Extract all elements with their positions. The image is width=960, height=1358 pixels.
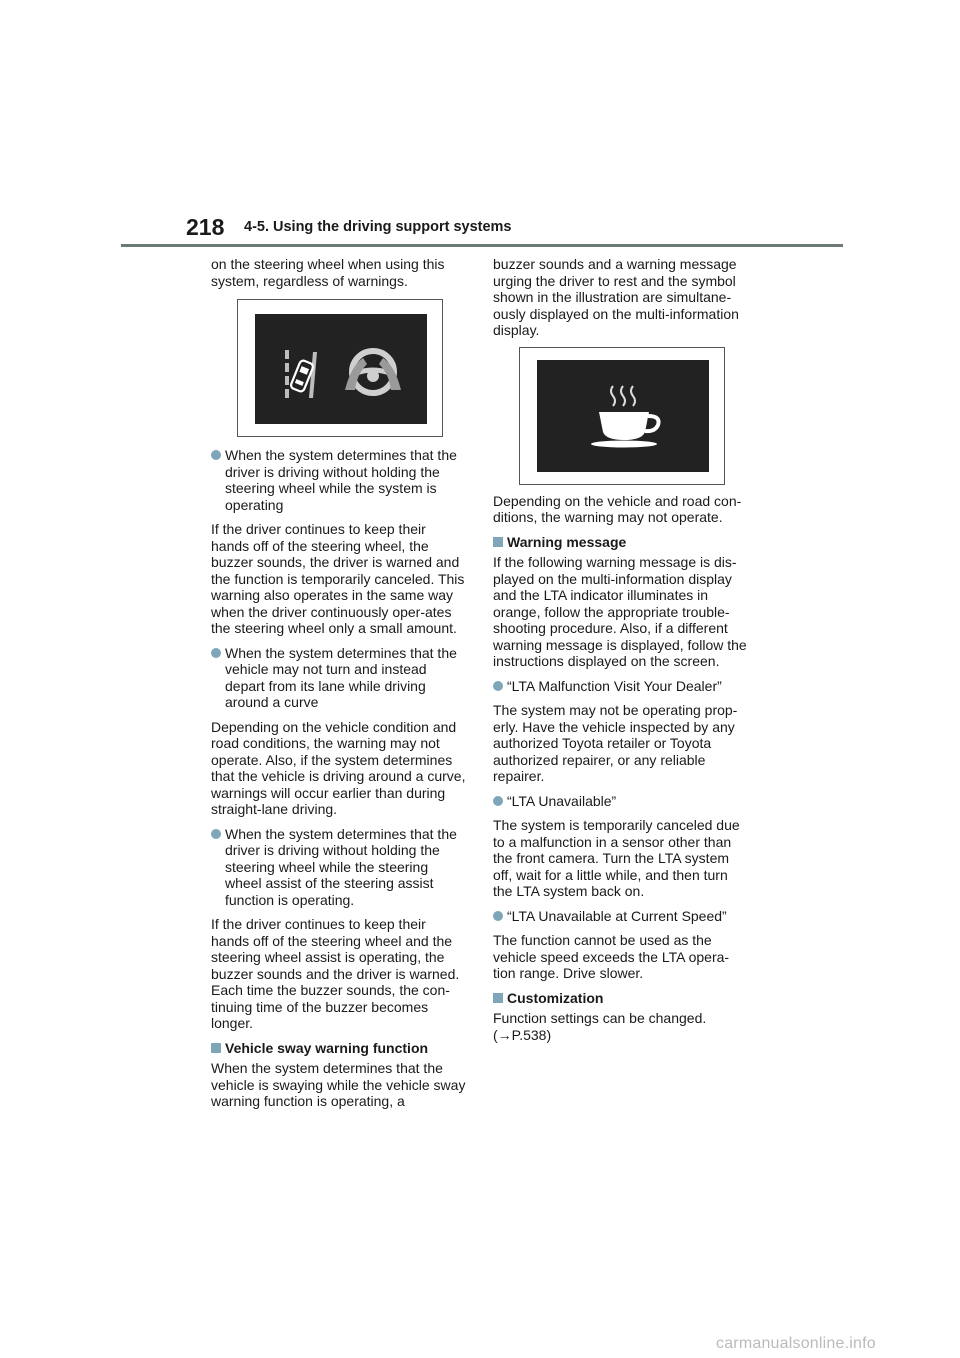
bullet-text: “LTA Unavailable at Current Speed” (507, 907, 727, 924)
bullet-dot-icon (493, 681, 503, 691)
display-screen (537, 360, 709, 472)
header-rule (121, 244, 843, 247)
paragraph (493, 1010, 749, 1043)
page-reference-link[interactable]: (→P.538) (493, 1026, 552, 1043)
paragraph: If the driver continues to keep their hands off of the steering wheel and the steering wheel assist is operating, the buzzer sounds and the driver is warned. Each time the buzzer sounds, the con-tinuing time of the buzzer becomes longer. (211, 916, 460, 1031)
paragraph: The system is temporarily canceled due to a malfunction in a sensor other than the front camera. Turn the LTA system off, wait for a little while, and then turn the LTA system back on. (493, 817, 740, 899)
paragraph-text: Function settings can be changed. (493, 1010, 707, 1026)
subheading-text: Customization (507, 989, 604, 1006)
paragraph: The function cannot be used as the vehicle speed exceeds the LTA opera-tion range. Drive slower. (493, 932, 730, 981)
square-bullet-icon (211, 1043, 221, 1053)
hands-off-steering-wheel-icon (255, 314, 427, 424)
bullet-text: “LTA Malfunction Visit Your Dealer” (507, 677, 722, 694)
coffee-cup-icon (537, 360, 709, 472)
bullet-item (493, 793, 749, 810)
watermark: carmanualsonline.info (716, 1335, 876, 1352)
subheading-text: Vehicle sway warning function (225, 1039, 429, 1056)
right-column (493, 256, 749, 1051)
paragraph: Depending on the vehicle condition and road conditions, the warning may not operate. Also, if the system determines that the vehicle is driving around a curve, warnings will occur earlier than during straight-lane driving. (211, 718, 466, 817)
display-screen (255, 314, 427, 424)
bullet-dot-icon (493, 911, 503, 921)
section-title: 4-5. Using the driving support systems (244, 219, 512, 235)
left-column (211, 256, 467, 1118)
paragraph: Depending on the vehicle and road con-ditions, the warning may not operate. (493, 492, 742, 525)
bullet-item (493, 908, 749, 925)
bullet-dot-icon (211, 450, 221, 460)
bullet-dot-icon (211, 829, 221, 839)
display-illustration-rest (519, 347, 725, 485)
bullet-item (211, 826, 467, 909)
display-illustration-lta (237, 299, 443, 437)
subheading-text: Warning message (507, 533, 627, 550)
paragraph: If the following warning message is dis-played on the multi-information display and the LTA indicator illuminates in orange, follow the appropriate trouble-shooting procedure. Also, if a different warning message is displayed, follow the instructions displayed on the screen. (493, 554, 747, 669)
bullet-dot-icon (493, 796, 503, 806)
bullet-item (211, 645, 467, 711)
bullet-text: When the system determines that the vehicle may not turn and instead depart from its lane while driving around a curve (225, 644, 457, 710)
paragraph: The system may not be operating prop-erly. Have the vehicle inspected by any authorized Toyota retailer or Toyota authorized repairer, or any reliable repairer. (493, 702, 738, 784)
bullet-item (493, 678, 749, 695)
square-bullet-icon (493, 993, 503, 1003)
bullet-text: When the system determines that the driver is driving without holding the steering wheel while the system is operating (225, 447, 457, 513)
subheading (493, 534, 749, 551)
subheading (211, 1040, 467, 1057)
bullet-dot-icon (211, 648, 221, 658)
subheading (493, 990, 749, 1007)
page-number: 218 (186, 214, 225, 240)
paragraph: When the system determines that the vehicle is swaying while the vehicle sway warning function is operating, a (211, 1060, 466, 1109)
bullet-item (211, 447, 467, 513)
paragraph: buzzer sounds and a warning message urging the driver to rest and the symbol shown in the illustration are simultane-ously displayed on the multi-information display. (493, 256, 739, 338)
paragraph: If the driver continues to keep their hands off of the steering wheel, the buzzer sounds, the driver is warned and the function is temporarily canceled. This warning also operates in the same way when the driver continuously oper-ates the steering wheel only a small amount. (211, 521, 465, 636)
bullet-text: When the system determines that the driver is driving without holding the steering wheel while the steering wheel assist of the steering assist function is operating. (225, 825, 457, 908)
paragraph: on the steering wheel when using this system, regardless of warnings. (211, 256, 445, 289)
bullet-text: “LTA Unavailable” (507, 792, 617, 809)
square-bullet-icon (493, 537, 503, 547)
